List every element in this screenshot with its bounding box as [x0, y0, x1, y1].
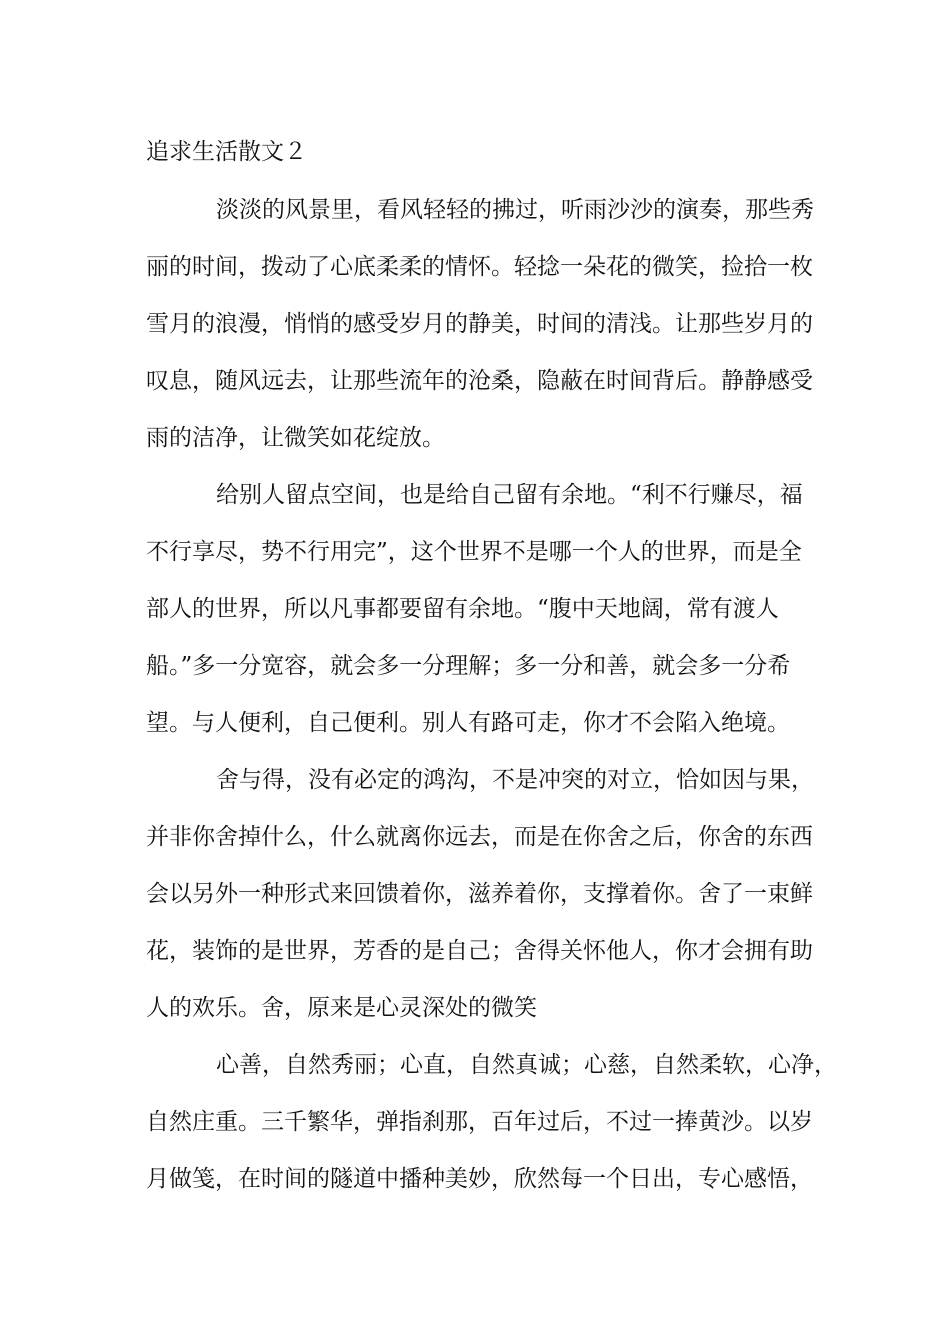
paragraph-line: 月做笺，在时间的隧道中播种美妙，欣然每一个日出，专心感悟， — [146, 1166, 813, 1192]
paragraph-line: 不行享尽，势不行用完”，这个世界不是哪一个人的世界，而是全 — [146, 539, 802, 565]
paragraph-line: 舍与得，没有必定的鸿沟，不是冲突的对立，恰如因与果， — [216, 767, 814, 793]
paragraph-line: 会以另外一种形式来回馈着你，滋养着你，支撑着你。舍了一束鲜 — [146, 881, 813, 907]
paragraph-line: 雪月的浪漫，悄悄的感受岁月的静美，时间的清浅。让那些岁月的 — [146, 311, 813, 337]
paragraph-line: 淡淡的风景里，看风轻轻的拂过，听雨沙沙的演奏，那些秀 — [216, 197, 814, 223]
paragraph-line: 雨的洁净，让微笑如花绽放。 — [146, 425, 445, 451]
paragraph-line: 给别人留点空间，也是给自己留有余地。“利不行赚尽，福 — [216, 482, 803, 508]
paragraph-line: 人的欢乐。舍，原来是心灵深处的微笑 — [146, 995, 537, 1021]
paragraph-line: 丽的时间，拨动了心底柔柔的情怀。轻捻一朵花的微笑，捡拾一枚 — [146, 254, 813, 280]
paragraph-line: 心善，自然秀丽；心直，自然真诚；心慈，自然柔软，心净， — [216, 1052, 837, 1078]
paragraph-line: 望。与人便利，自己便利。别人有路可走，你才不会陷入绝境。 — [146, 710, 790, 736]
paragraph-line: 船。”多一分宽容，就会多一分理解；多一分和善，就会多一分希 — [146, 653, 791, 679]
paragraph-line: 叹息，随风远去，让那些流年的沧桑，隐蔽在时间背后。静静感受 — [146, 368, 813, 394]
paragraph-line: 自然庄重。三千繁华，弹指刹那，百年过后，不过一捧黄沙。以岁 — [146, 1109, 813, 1135]
paragraph-line: 并非你舍掉什么，什么就离你远去，而是在你舍之后，你舍的东西 — [146, 824, 813, 850]
paragraph-line: 部人的世界，所以凡事都要留有余地。“腹中天地阔，常有渡人 — [146, 596, 779, 622]
document-title: 追求生活散文２ — [146, 139, 307, 165]
paragraph-line: 花，装饰的是世界，芳香的是自己；舍得关怀他人，你才会拥有助 — [146, 938, 813, 964]
